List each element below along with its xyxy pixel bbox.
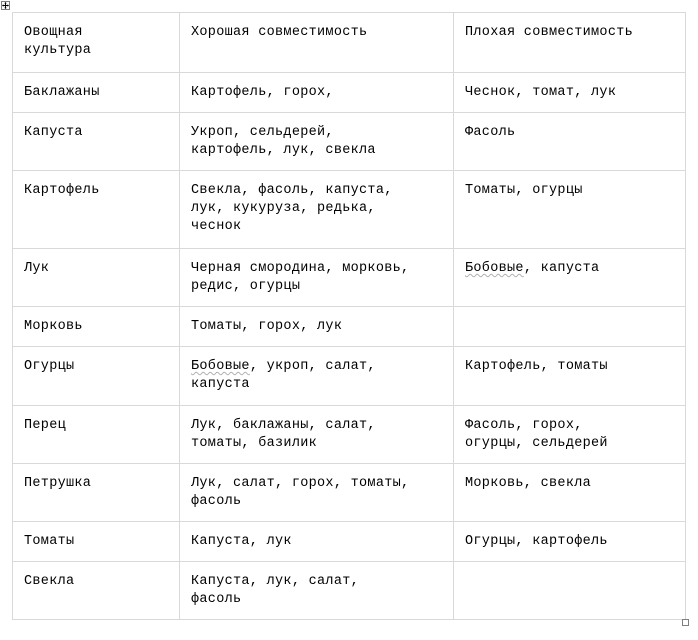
table-row xyxy=(13,347,686,406)
table-row xyxy=(13,171,686,249)
table-row xyxy=(13,113,686,171)
bad-cell[interactable]: Морковь, свекла xyxy=(454,464,686,522)
good-cell[interactable]: Черная смородина, морковь, редис, огурцы xyxy=(180,249,454,307)
bad-cell[interactable]: Огурцы, картофель xyxy=(454,522,686,562)
crop-cell[interactable]: Лук xyxy=(13,249,180,307)
good-cell[interactable]: Картофель, горох, xyxy=(180,73,454,113)
header-crop[interactable]: Овощная культура xyxy=(13,13,180,73)
header-bad[interactable]: Плохая совместимость xyxy=(454,13,686,73)
bad-cell[interactable]: Картофель, томаты xyxy=(454,347,686,406)
table-row xyxy=(13,464,686,522)
crop-cell[interactable]: Перец xyxy=(13,406,180,464)
good-cell[interactable]: Свекла, фасоль, капуста, лук, кукуруза, редька, чеснок xyxy=(180,171,454,249)
bad-cell[interactable] xyxy=(454,249,686,307)
good-cell[interactable]: Лук, баклажаны, салат, томаты, базилик xyxy=(180,406,454,464)
crop-cell[interactable]: Капуста xyxy=(13,113,180,171)
cell-text: , укроп, салат, капуста xyxy=(191,359,376,392)
table-move-handle[interactable] xyxy=(1,1,10,10)
crop-cell[interactable]: Баклажаны xyxy=(13,73,180,113)
move-cross-icon xyxy=(2,2,9,9)
spellcheck-flagged-word[interactable]: Бобовые xyxy=(465,261,524,276)
good-cell[interactable]: Капуста, лук, салат, фасоль xyxy=(180,562,454,620)
bad-cell[interactable] xyxy=(454,562,686,620)
bad-cell[interactable]: Фасоль, горох, огурцы, сельдерей xyxy=(454,406,686,464)
good-cell[interactable] xyxy=(180,347,454,406)
bad-cell[interactable]: Фасоль xyxy=(454,113,686,171)
header-good[interactable]: Хорошая совместимость xyxy=(180,13,454,73)
crop-cell[interactable]: Картофель xyxy=(13,171,180,249)
crop-cell[interactable]: Томаты xyxy=(13,522,180,562)
good-cell[interactable]: Укроп, сельдерей, картофель, лук, свекла xyxy=(180,113,454,171)
crop-cell[interactable]: Свекла xyxy=(13,562,180,620)
table-row xyxy=(13,522,686,562)
table-row xyxy=(13,249,686,307)
crop-cell[interactable]: Огурцы xyxy=(13,347,180,406)
header-row xyxy=(13,13,686,73)
crop-cell[interactable]: Морковь xyxy=(13,307,180,347)
bad-cell[interactable] xyxy=(454,307,686,347)
good-cell[interactable]: Капуста, лук xyxy=(180,522,454,562)
crop-cell[interactable]: Петрушка xyxy=(13,464,180,522)
table-row xyxy=(13,73,686,113)
table-resize-handle[interactable] xyxy=(682,619,689,626)
table-row xyxy=(13,406,686,464)
spellcheck-flagged-word[interactable]: Бобовые xyxy=(191,359,250,374)
table-row xyxy=(13,562,686,620)
bad-cell[interactable]: Чеснок, томат, лук xyxy=(454,73,686,113)
compatibility-table xyxy=(12,12,686,620)
cell-text: , капуста xyxy=(523,261,600,276)
bad-cell[interactable]: Томаты, огурцы xyxy=(454,171,686,249)
good-cell[interactable]: Лук, салат, горох, томаты, фасоль xyxy=(180,464,454,522)
table-row xyxy=(13,307,686,347)
good-cell[interactable]: Томаты, горох, лук xyxy=(180,307,454,347)
